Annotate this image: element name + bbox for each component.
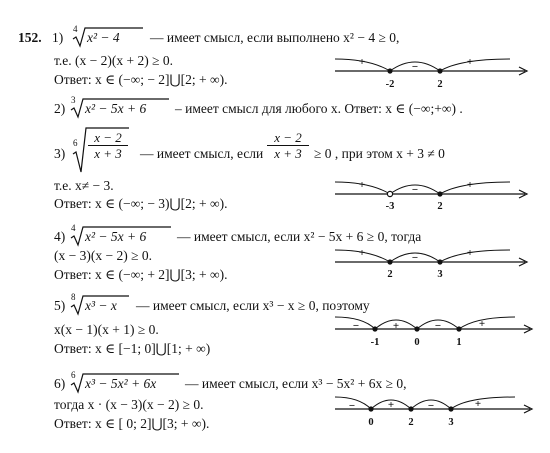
item-5-point-b: 0 bbox=[414, 337, 420, 348]
item-2-condition: – имеет смысл для любого x. Ответ: x ∈ (−∞;+∞) . bbox=[175, 101, 463, 116]
item-5-marker: 5) bbox=[54, 298, 66, 313]
item-4-point-a: 2 bbox=[387, 269, 393, 280]
item-6-sign-3: − bbox=[427, 400, 435, 412]
item-5-factored: x(x − 1)(x + 1) ≥ 0. bbox=[54, 322, 159, 337]
item-3-marker: 3) bbox=[54, 146, 66, 161]
item-6-marker: 6) bbox=[54, 376, 66, 391]
item-2-marker: 2) bbox=[54, 101, 66, 116]
item-6-root-index: 6 bbox=[71, 370, 76, 380]
item-1-radicand: x² − 4 bbox=[87, 30, 120, 45]
item-6-point-c: 3 bbox=[448, 417, 454, 428]
item-1-root-index: 4 bbox=[73, 24, 78, 34]
item-3-sign-left: + bbox=[358, 179, 366, 191]
item-5-point-a: -1 bbox=[370, 337, 380, 348]
item-4-condition: — имеет смысл, если x² − 5x + 6 ≥ 0, тогда bbox=[177, 229, 422, 244]
problem-number: 152. bbox=[18, 30, 42, 45]
item-6-sign-4: + bbox=[474, 398, 482, 410]
item-5-root-index: 8 bbox=[71, 292, 76, 302]
item-6-factored: тогда x · (x − 3)(x − 2) ≥ 0. bbox=[54, 397, 204, 412]
item-1-marker: 1) bbox=[52, 30, 64, 45]
item-4-answer: Ответ: x ∈ (−∞; + 2]⋃[3; + ∞). bbox=[54, 267, 228, 282]
item-5-radicand: x³ − x bbox=[85, 298, 117, 313]
item-3-sign-middle: − bbox=[411, 184, 419, 196]
item-1-point-b: 2 bbox=[437, 79, 443, 90]
item-2-radicand: x² − 5x + 6 bbox=[85, 101, 147, 116]
item-3-cond-denominator: x + 3 bbox=[274, 146, 302, 161]
item-4-root-index: 4 bbox=[71, 223, 76, 233]
item-3-cond-numerator: x − 2 bbox=[267, 130, 309, 146]
item-6-sign-1: − bbox=[348, 400, 356, 412]
item-3-sign-right: + bbox=[466, 179, 474, 191]
item-6-answer: Ответ: x ∈ [ 0; 2]⋃[3; + ∞). bbox=[54, 416, 210, 431]
item-1-sign-left: + bbox=[358, 56, 366, 68]
item-5-answer: Ответ: x ∈ [−1; 0]⋃[1; + ∞) bbox=[54, 341, 211, 356]
item-6-condition: — имеет смысл, если x³ − 5x² + 6x ≥ 0, bbox=[185, 376, 407, 391]
item-3-radicand-fraction bbox=[88, 130, 128, 161]
item-1-condition: — имеет смысл, если выполнено x² − 4 ≥ 0, bbox=[150, 30, 400, 45]
item-4-marker: 4) bbox=[54, 229, 66, 244]
item-5-sign-4: + bbox=[478, 318, 486, 330]
item-4-factored: (x − 3)(x − 2) ≥ 0. bbox=[54, 248, 152, 263]
item-3-denominator: x + 3 bbox=[94, 146, 122, 161]
item-1-sign-right: + bbox=[466, 56, 474, 68]
item-2-root-index: 3 bbox=[71, 95, 76, 105]
item-4-point-b: 3 bbox=[437, 269, 443, 280]
item-3-condition-fraction bbox=[267, 130, 309, 161]
item-3-point-b: 2 bbox=[437, 201, 443, 212]
item-5-sign-2: + bbox=[392, 320, 400, 332]
item-3-point-a: -3 bbox=[385, 201, 395, 212]
item-5-sign-1: − bbox=[352, 320, 360, 332]
item-6-sign-2: + bbox=[387, 399, 395, 411]
item-5-point-c: 1 bbox=[456, 337, 462, 348]
item-1-point-a: -2 bbox=[385, 79, 395, 90]
item-1-sign-middle: − bbox=[411, 61, 419, 73]
item-5-condition: — имеет смысл, если x³ − x ≥ 0, поэтому bbox=[136, 298, 370, 313]
item-6-point-b: 2 bbox=[408, 417, 414, 428]
item-4-sign-right: + bbox=[466, 247, 474, 259]
item-6-point-a: 0 bbox=[368, 417, 374, 428]
item-4-sign-left: + bbox=[358, 247, 366, 259]
item-4-sign-middle: − bbox=[411, 252, 419, 264]
item-3-condition-b: ≥ 0 , при этом x + 3 ≠ 0 bbox=[314, 146, 445, 161]
item-1-answer: Ответ: x ∈ (−∞; − 2]⋃[2; + ∞). bbox=[54, 72, 228, 87]
item-5-sign-3: − bbox=[434, 320, 442, 332]
item-1-factored: т.е. (x − 2)(x + 2) ≥ 0. bbox=[54, 53, 173, 68]
item-3-condition-a: — имеет смысл, если bbox=[140, 146, 264, 161]
item-3-root-index: 6 bbox=[73, 138, 78, 148]
item-3-answer: Ответ: x ∈ (−∞; − 3)⋃[2; + ∞). bbox=[54, 196, 228, 211]
item-4-radicand: x² − 5x + 6 bbox=[85, 229, 147, 244]
item-6-radicand: x³ − 5x² + 6x bbox=[85, 376, 157, 391]
item-3-numerator: x − 2 bbox=[88, 130, 128, 146]
item-3-excluded: т.е. x≠ − 3. bbox=[54, 178, 114, 193]
